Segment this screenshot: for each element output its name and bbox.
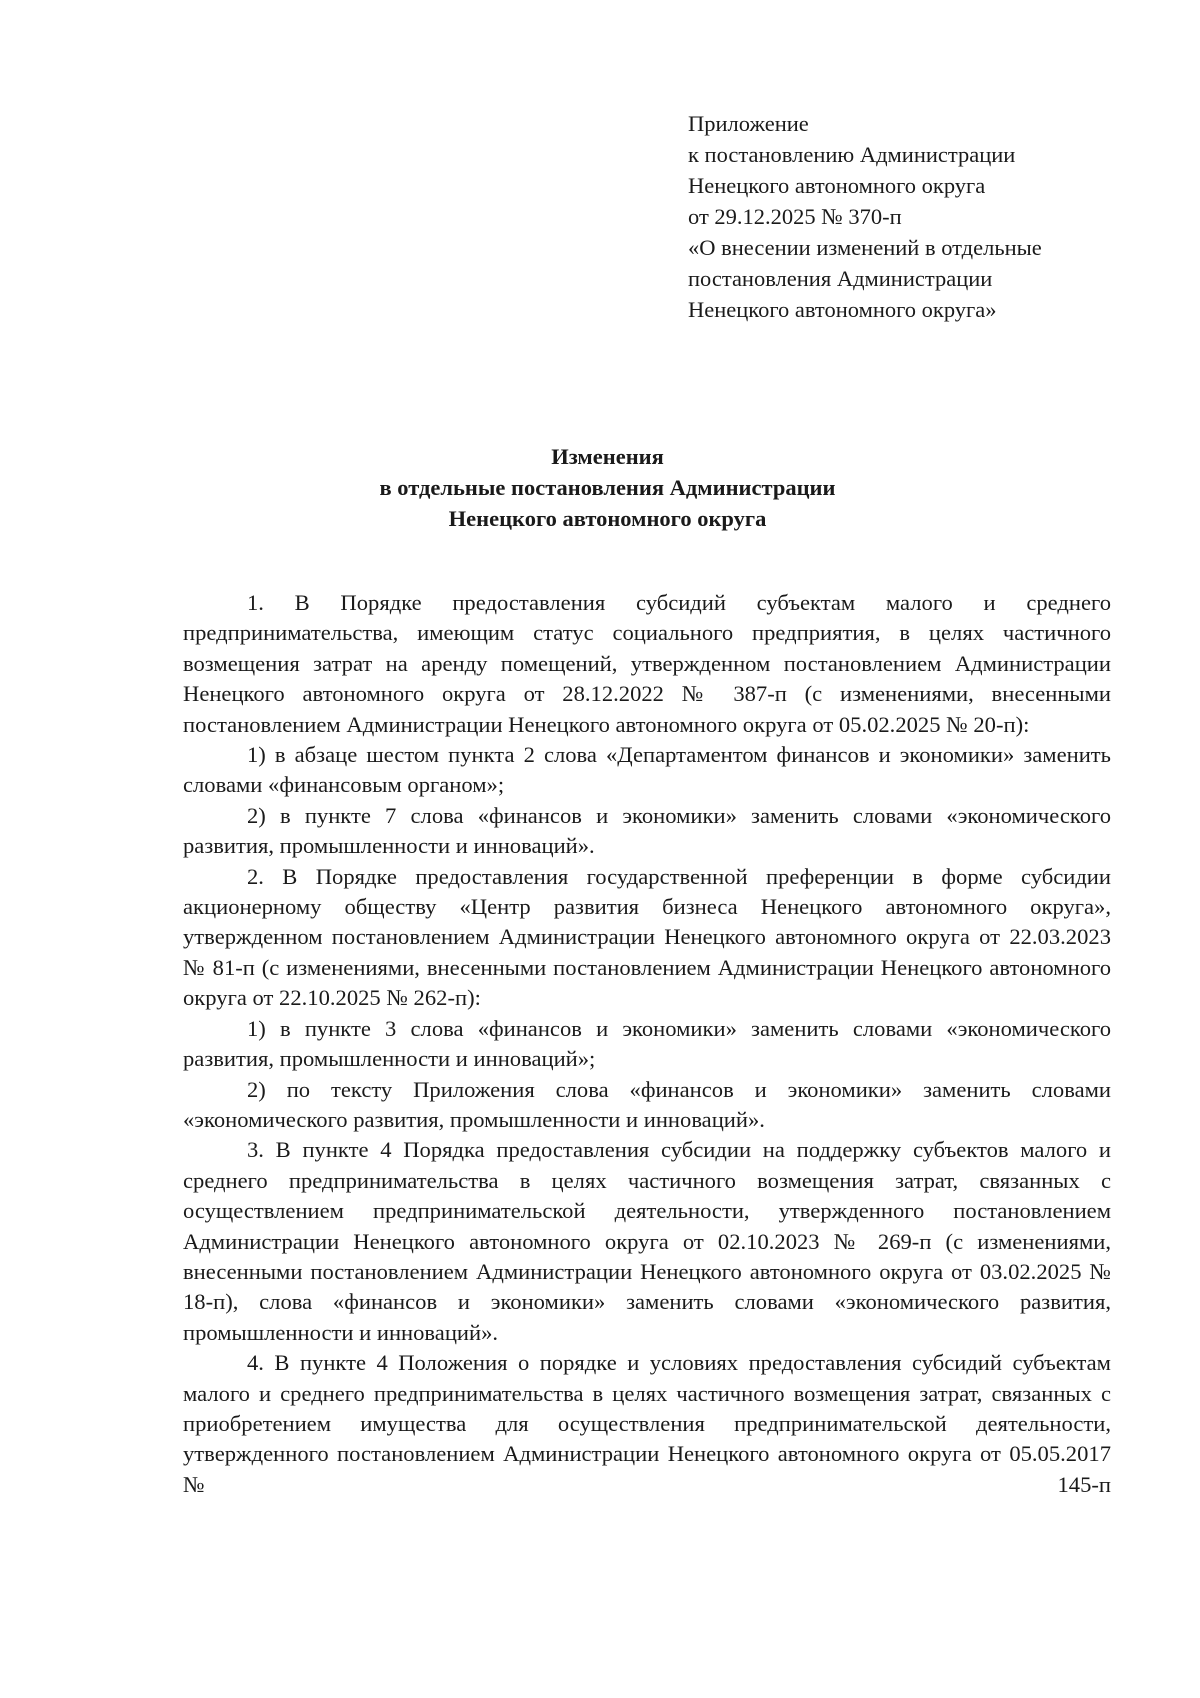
paragraph: 2. В Порядке предоставления государственной преференции в форме субсидии акционерному обществу «Центр развития бизнеса Ненецкого автономного округа», утвержденном постановлением Администрации Ненецкого автономного округа от 22.03.2023 № 81-п (с изменениями, внесенными постановлением Администрации Ненецкого автономного округа от 22.10.2025 № 262-п):	[183, 863, 1111, 1011]
appendix-line: Приложение	[688, 111, 809, 136]
paragraph: 4. В пункте 4 Положения о порядке и условиях предоставления субсидий субъектам малого и среднего предпринимательства в целях частичного возмещения затрат, связанных с приобретением имущества для осуществления предпринимательской деятельности, утвержденного постановлением Администрации Ненецкого автономного округа от 05.05.2017 № 145-п	[183, 1350, 1111, 1497]
appendix-line: Ненецкого автономного округа	[688, 173, 986, 198]
appendix-line: от 29.12.2025 № 370-п	[688, 204, 902, 229]
appendix-line: Ненецкого автономного округа»	[688, 297, 997, 322]
document-body	[183, 588, 1111, 1500]
appendix-line: к постановлению Администрации	[688, 142, 1016, 167]
paragraph: 1) в абзаце шестом пункта 2 слова «Департаментом финансов и экономики» заменить словами «финансовым органом»;	[183, 742, 1111, 798]
appendix-line: «О внесении изменений в отдельные	[688, 235, 1042, 260]
document-title	[0, 441, 1200, 534]
paragraph: 1) в пункте 3 слова «финансов и экономики» заменить словами «экономического развития, промышленности и инноваций»;	[183, 1015, 1111, 1072]
paragraph: 1. В Порядке предоставления субсидий субъектам малого и среднего предпринимательства, имеющим статус социального предприятия, в целях частичного возмещения затрат на аренду помещений, утвержденном постановлением Администрации Ненецкого автономного округа от 28.12.2022 № 387-п (с изменениями, внесенными постановлением Администрации Ненецкого автономного округа от 05.02.2025 № 20-п):	[183, 590, 1111, 737]
title-line: Изменения	[551, 444, 664, 469]
appendix-line: постановления Администрации	[688, 266, 993, 291]
title-line: в отдельные постановления Администрации	[379, 475, 836, 500]
appendix-header	[688, 108, 1158, 325]
title-line: Ненецкого автономного округа	[448, 506, 767, 531]
paragraph: 2) в пункте 7 слова «финансов и экономики» заменить словами «экономического развития, промышленности и инноваций».	[183, 802, 1111, 859]
paragraph: 2) по тексту Приложения слова «финансов и экономики» заменить словами «экономического развития, промышленности и инноваций».	[183, 1076, 1111, 1132]
paragraph: 3. В пункте 4 Порядка предоставления субсидии на поддержку субъектов малого и среднего предпринимательства в целях частичного возмещения затрат, связанных с осуществлением предпринимательской деятельности, утвержденного постановлением Администрации Ненецкого автономного округа от 02.10.2023 № 269-п (с изменениями, внесенными постановлением Администрации Ненецкого автономного округа от 03.02.2025 № 18-п), слова «финансов и экономики» заменить словами «экономического развития, промышленности и инноваций».	[183, 1137, 1111, 1345]
